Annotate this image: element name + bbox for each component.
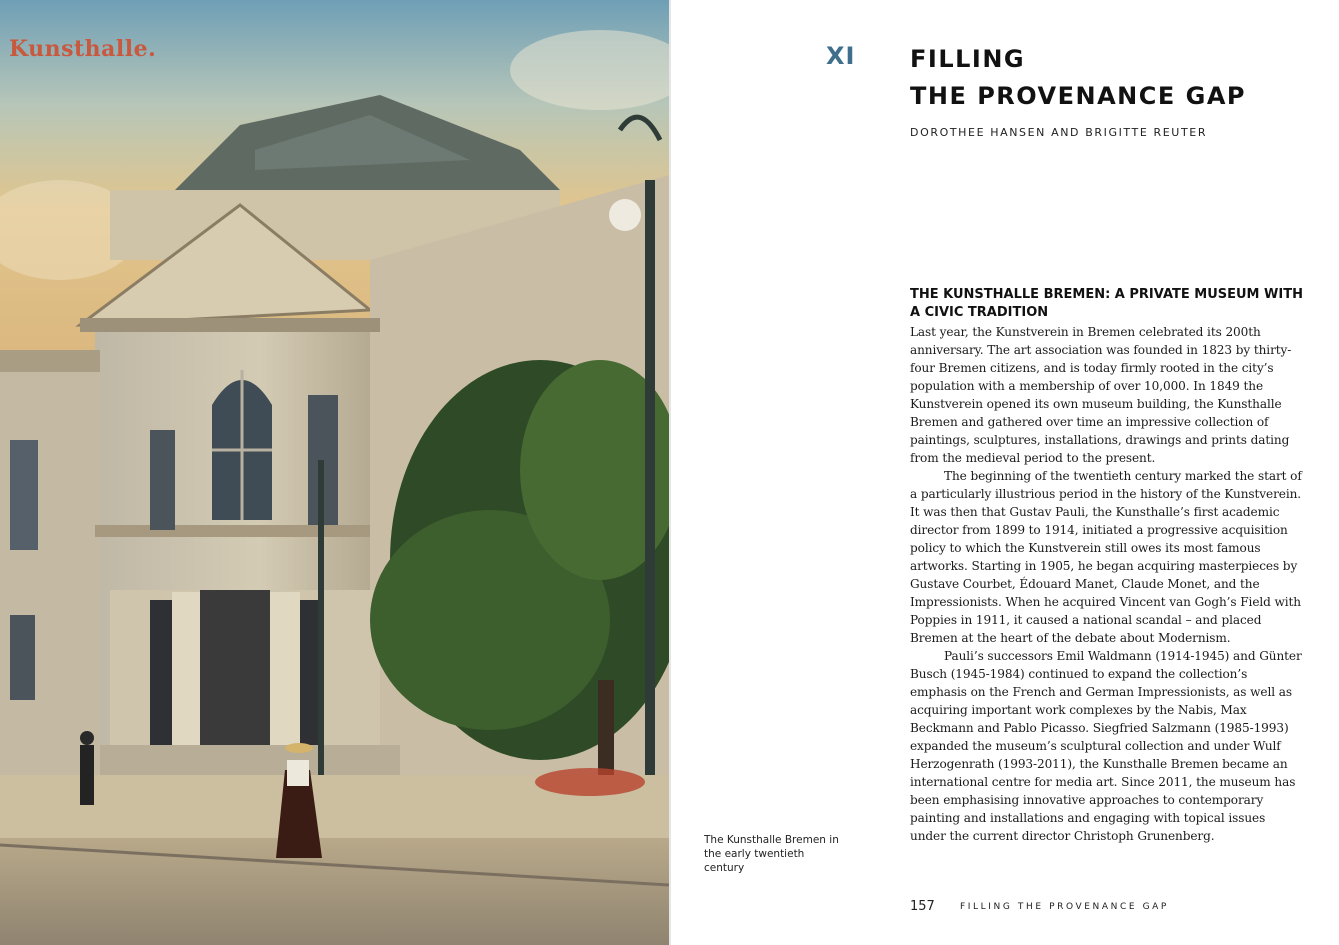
kunsthalle-building-illustration	[0, 0, 669, 945]
page-number: 157	[910, 899, 935, 914]
caption-line: the early twentieth century	[704, 848, 805, 874]
chapter-authors: DOROTHEE HANSEN AND BRIGITTE REUTER	[910, 126, 1208, 139]
section-heading: THE KUNSTHALLE BREMEN: A PRIVATE MUSEUM WITH A CIVIC TRADITION	[910, 287, 1303, 320]
body-text	[910, 323, 1302, 845]
postcard-label: Kunsthalle.	[9, 36, 157, 62]
image-caption	[704, 833, 844, 875]
body-paragraph: Pauli’s successors Emil Waldmann (1914-1945) and Günter Busch (1945-1984) continued to expand the collection’s emphasis on the French and German Impressionists, as well as acquiring important work complexes by the Nabis, Max Beckmann and Pablo Picasso. Siegfried Salzmann (1985-1993) expanded the museum’s sculptural collection and under Wulf Herzogenrath (1993-2011), the Kunsthalle Bremen became an international centre for media art. Since 2011, the museum has been emphasising innovative approaches to contemporary painting and installations and engaging with topical issues under the current director Christoph Grunenberg.	[910, 649, 1302, 843]
chapter-title	[910, 41, 1330, 115]
kunsthalle-postcard-image	[0, 0, 669, 945]
chapter-number: XI	[826, 42, 856, 70]
running-head: FILLING THE PROVENANCE GAP	[960, 902, 1169, 912]
body-paragraph: Last year, the Kunstverein in Bremen celebrated its 200th anniversary. The art association was founded in 1823 by thirty-four Bremen citizens, and is today firmly rooted in the city’s population with a membership of over 10,000. In 1849 the Kunstverein opened its own museum building, the Kunsthalle Bremen and gathered over time an impressive collection of paintings, sculptures, installations, drawings and prints dating from the medieval period to the present.	[910, 325, 1292, 465]
chapter-title-line: FILLING	[910, 45, 1026, 73]
chapter-title-line: THE PROVENANCE GAP	[910, 82, 1246, 110]
body-paragraph: The beginning of the twentieth century marked the start of a particularly illustrious period in the history of the Kunstverein. It was then that Gustav Pauli, the Kunsthalle’s first academic director from 1899 to 1914, initiated a progressive acquisition policy to which the Kunstverein still owes its most famous artworks. Starting in 1905, he began acquiring masterpieces by Gustave Courbet, Édouard Manet, Claude Monet, and the Impressionists. When he acquired Vincent van Gogh’s Field with Poppies in 1911, it caused a national scandal – and placed Bremen at the heart of the debate about Modernism.	[910, 469, 1302, 645]
caption-line: The Kunsthalle Bremen in	[704, 834, 839, 846]
page-gutter	[669, 0, 671, 945]
